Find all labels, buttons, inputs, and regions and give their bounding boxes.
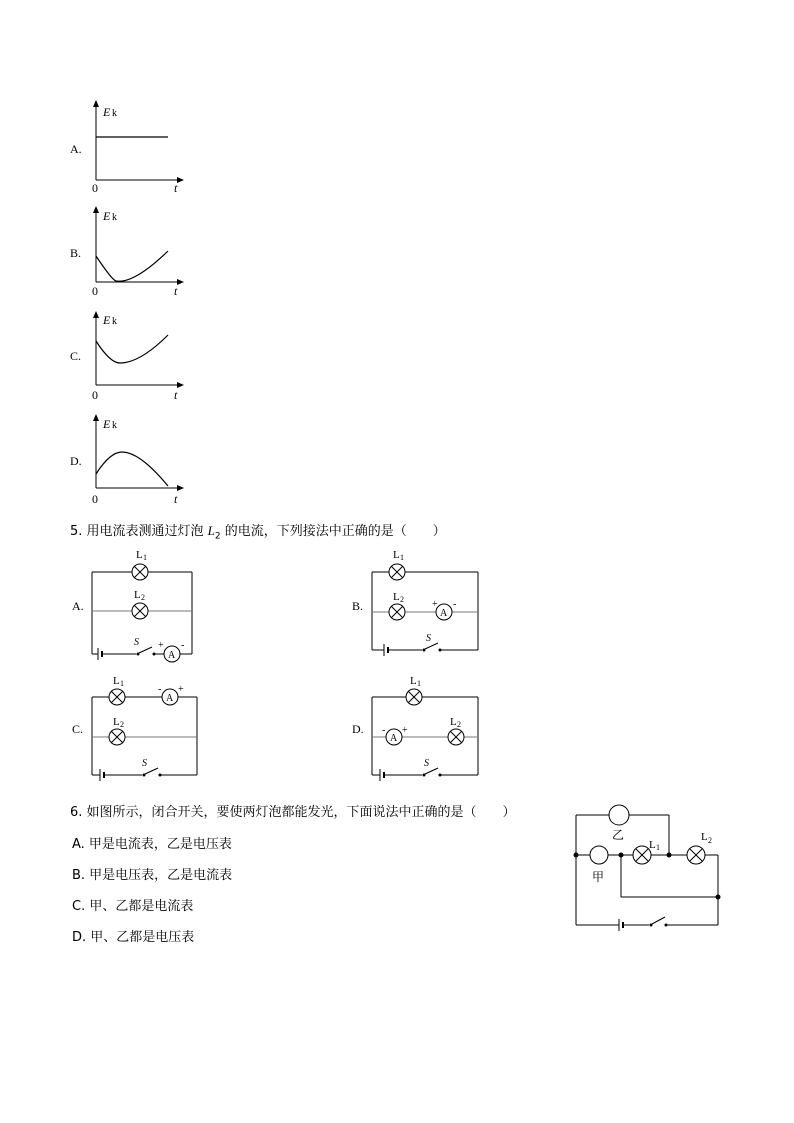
svg-text:1: 1 bbox=[120, 679, 124, 688]
lamp-icon bbox=[389, 604, 405, 620]
svg-text:0: 0 bbox=[92, 388, 98, 402]
svg-text:S: S bbox=[424, 758, 429, 769]
circuit-option-d bbox=[350, 672, 490, 787]
svg-text:t: t bbox=[174, 284, 178, 298]
circuit-figure-q6 bbox=[565, 795, 735, 935]
x-axis-label: t bbox=[174, 181, 178, 195]
ek-t-graph bbox=[70, 206, 190, 301]
svg-text:1: 1 bbox=[143, 553, 147, 562]
y-axis-subscript: k bbox=[112, 108, 117, 119]
svg-text:L: L bbox=[649, 839, 656, 851]
svg-text:S: S bbox=[426, 633, 431, 644]
svg-text:k: k bbox=[112, 212, 117, 223]
option-label: D. bbox=[352, 722, 364, 736]
graph-option-b bbox=[70, 206, 190, 301]
svg-text:+: + bbox=[158, 640, 164, 651]
svg-text:甲: 甲 bbox=[592, 870, 605, 884]
option-label: A. bbox=[70, 142, 82, 156]
svg-text:t: t bbox=[174, 388, 178, 402]
meter-jia-icon bbox=[590, 846, 608, 864]
svg-text:A: A bbox=[168, 650, 176, 661]
lamp-icon bbox=[109, 689, 125, 705]
svg-text:2: 2 bbox=[400, 595, 404, 604]
lamp-icon bbox=[132, 603, 148, 619]
question-6-stem: 6. 如图所示，闭合开关，要使两灯泡都能发光，下面说法中正确的是（ ） bbox=[70, 805, 516, 820]
circuit-option-c bbox=[70, 672, 210, 787]
svg-text:L: L bbox=[450, 716, 457, 728]
origin-label: 0 bbox=[92, 181, 98, 195]
svg-text:A: A bbox=[440, 608, 448, 619]
svg-text:1: 1 bbox=[417, 679, 421, 688]
answer-d: D. 甲、乙都是电压表 bbox=[72, 930, 195, 945]
svg-text:L: L bbox=[393, 591, 400, 603]
svg-text:k: k bbox=[112, 316, 117, 327]
svg-text:t: t bbox=[174, 492, 178, 506]
svg-text:乙: 乙 bbox=[612, 828, 625, 842]
svg-text:S: S bbox=[134, 637, 139, 648]
svg-text:+: + bbox=[178, 684, 184, 695]
option-label: B. bbox=[352, 599, 364, 613]
svg-text:E: E bbox=[103, 417, 111, 431]
lamp-icon bbox=[687, 846, 705, 864]
svg-text:k: k bbox=[112, 420, 117, 431]
svg-text:L: L bbox=[134, 589, 141, 601]
svg-text:-: - bbox=[453, 599, 457, 610]
svg-text:S: S bbox=[142, 758, 147, 769]
svg-text:+: + bbox=[432, 599, 438, 610]
option-label: C. bbox=[70, 349, 82, 363]
svg-text:1: 1 bbox=[656, 843, 660, 852]
ek-t-graph bbox=[70, 414, 190, 509]
svg-text:+: + bbox=[402, 725, 408, 736]
answer-c: C. 甲、乙都是电流表 bbox=[72, 899, 194, 914]
graph-option-d bbox=[70, 414, 190, 509]
svg-text:2: 2 bbox=[708, 836, 712, 845]
option-label: D. bbox=[70, 454, 82, 468]
graph-option-a bbox=[70, 100, 190, 195]
lamp-icon bbox=[448, 729, 464, 745]
graph-option-c bbox=[70, 311, 190, 406]
meter-yi-icon bbox=[609, 805, 629, 825]
svg-text:2: 2 bbox=[120, 720, 124, 729]
svg-text:2: 2 bbox=[141, 593, 145, 602]
svg-text:-: - bbox=[382, 725, 386, 736]
lamp-icon bbox=[389, 564, 405, 580]
lamp-icon bbox=[109, 729, 125, 745]
svg-text:A: A bbox=[390, 733, 398, 744]
option-label: A. bbox=[72, 599, 84, 613]
ek-t-graph bbox=[70, 311, 190, 406]
svg-text:L: L bbox=[393, 549, 400, 561]
svg-text:1: 1 bbox=[400, 553, 404, 562]
answer-a: A. 甲是电流表，乙是电压表 bbox=[72, 837, 232, 852]
option-label: B. bbox=[70, 246, 82, 260]
answer-b: B. 甲是电压表，乙是电流表 bbox=[72, 868, 233, 883]
svg-text:0: 0 bbox=[92, 284, 98, 298]
option-label: C. bbox=[72, 722, 84, 736]
ek-t-graph bbox=[70, 100, 190, 195]
question-5-stem: 5. 用电流表测通过灯泡 $L_2$ 的电流，下列接法中正确的是（ ） bbox=[70, 523, 446, 542]
svg-text:2: 2 bbox=[457, 720, 461, 729]
svg-text:-: - bbox=[181, 640, 185, 651]
lamp-icon bbox=[406, 689, 422, 705]
y-axis-label: E bbox=[103, 105, 111, 119]
svg-text:L: L bbox=[113, 716, 120, 728]
svg-text:E: E bbox=[103, 209, 111, 223]
circuit-option-b bbox=[350, 545, 490, 665]
svg-text:A: A bbox=[166, 693, 174, 704]
svg-text:L: L bbox=[701, 831, 708, 843]
svg-text:L: L bbox=[113, 675, 120, 687]
circuit-option-a bbox=[70, 545, 210, 665]
lamp-icon bbox=[132, 564, 148, 580]
svg-text:0: 0 bbox=[92, 492, 98, 506]
svg-text:E: E bbox=[103, 313, 111, 327]
svg-text:L: L bbox=[410, 675, 417, 687]
svg-text:-: - bbox=[158, 684, 162, 695]
svg-text:L: L bbox=[136, 549, 143, 561]
